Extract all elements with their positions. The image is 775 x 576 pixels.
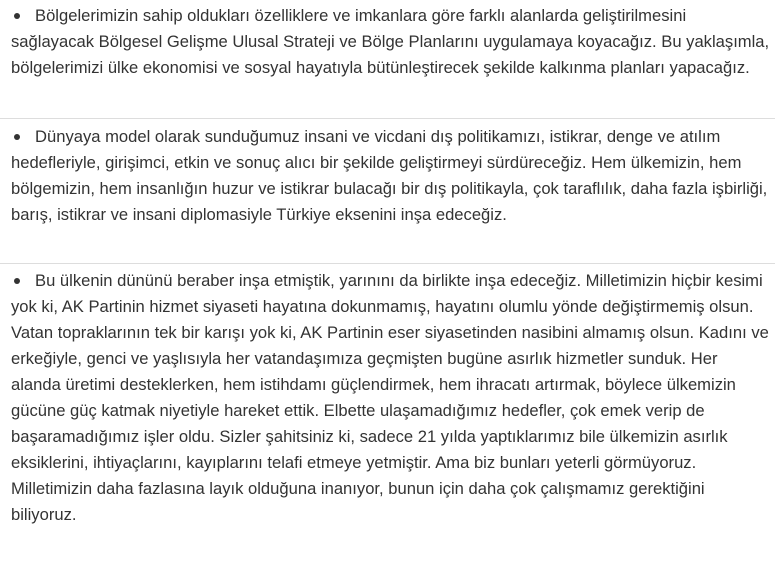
list-item-text: Bu ülkenin dününü beraber inşa etmiştik, yarınını da birlikte inşa edeceğiz. Milletimizin hiçbir kesimi yok ki, AK Partinin hizmet siyaseti hayatına dokunmamış, hayatını olumlu yönde değiştirmemiş olsun. Vatan topraklarının tek bir karışı yok ki, AK Partinin eser siyasetinden nasibini almamış olsun. Kadını ve erkeğiyle, genci ve yaşlısıyla her vatandaşımıza geçmişten bugüne asırlık hizmetler sunduk. Her alanda üretimi desteklerken, hem istihdamı güçlendirmek, hem ihracatı artırmak, böylece ülkemizin gücüne güç katmak niyetiyle hareket ettik. Elbette ulaşamadığımız hedefler, çok emek verip de başaramadığımız işler oldu. Sizler şahitsiniz ki, sadece 21 yılda yaptıklarımız bile ülkemizin asırlık eksiklerini, ihtiyaçlarını, kayıplarını telafi etmeye yetmiştir. Ama biz bunları yeterli görmüyoruz. Milletimizin daha fazlasına layık olduğuna inanıyor, bunun için daha çok çalışmamız gerektiğini biliyoruz.	[11, 271, 769, 524]
list-item	[0, 0, 775, 119]
list-item-text: Bölgelerimizin sahip oldukları özelliklere ve imkanlara göre farklı alanlarda geliştirilmesini sağlayacak Bölgesel Gelişme Ulusal Strateji ve Bölge Planlarını uygulamaya koyacağız. Bu yaklaşımla, bölgelerimizi ülke ekonomisi ve sosyal hayatıyla bütünleştirecek şekilde kalkınma planları yapacağız.	[11, 6, 770, 77]
list-item	[0, 119, 775, 264]
list-item-text: Dünyaya model olarak sunduğumuz insani ve vicdani dış politikamızı, istikrar, denge ve atılım hedefleriyle, girişimci, etkin ve sonuç alıcı bir şekilde geliştirmeyi sürdüreceğiz. Hem ülkemizin, hem bölgemizin, hem insanlığın huzur ve istikrar bulacağı bir dış politikayla, çok taraflılık, daha fazla işbirliği, barış, istikrar ve insani diplomasiyle Türkiye eksenini inşa edeceğiz.	[11, 127, 768, 224]
list-item	[0, 264, 775, 576]
